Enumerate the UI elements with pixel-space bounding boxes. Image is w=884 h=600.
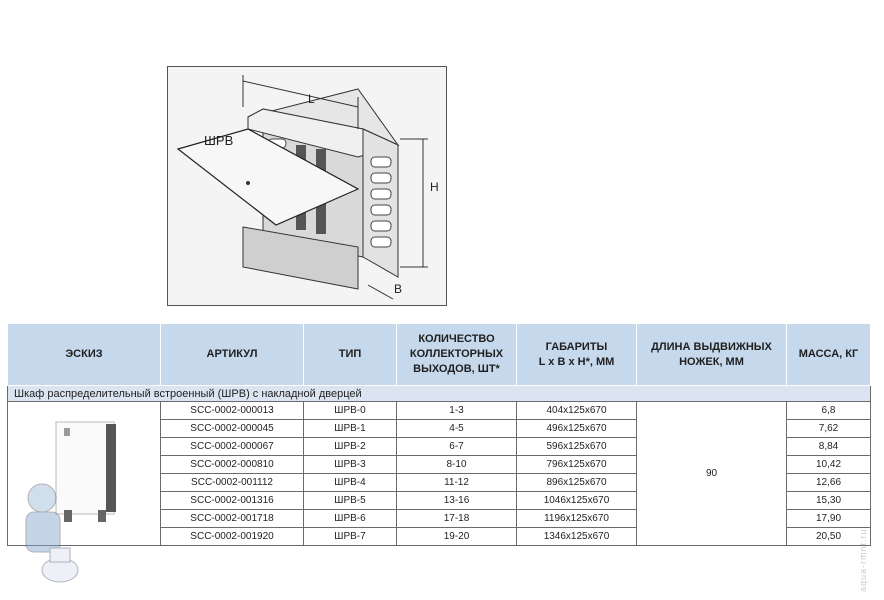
- section-row: [8, 386, 871, 402]
- row2-type: ШРВ-2: [304, 438, 397, 456]
- row0-outputs: 1-3: [397, 402, 517, 420]
- row6-article: SCC-0002-001718: [161, 510, 304, 528]
- row0-dims: 404x125x670: [517, 402, 637, 420]
- row5-mass: 15,30: [787, 492, 871, 510]
- row6-dims: 1196x125x670: [517, 510, 637, 528]
- header-legs: [637, 324, 787, 386]
- dim-L-label: L: [308, 92, 315, 106]
- cabinet-diagram: [167, 66, 447, 306]
- row6-mass: 17,90: [787, 510, 871, 528]
- table-header-row: [8, 324, 871, 386]
- row0-mass: 6,8: [787, 402, 871, 420]
- section-title: Шкаф распределительный встроенный (ШРВ) с накладной дверцей: [8, 386, 871, 402]
- header-dims-line1: ГАБАРИТЫ: [545, 340, 608, 353]
- row5-article: SCC-0002-001316: [161, 492, 304, 510]
- row4-outputs: 11-12: [397, 474, 517, 492]
- plumber-mascot-icon: [12, 480, 82, 590]
- row3-type: ШРВ-3: [304, 456, 397, 474]
- row2-dims: 596x125x670: [517, 438, 637, 456]
- row4-type: ШРВ-4: [304, 474, 397, 492]
- header-outputs-line1: КОЛИЧЕСТВО: [418, 333, 495, 345]
- row3-outputs: 8-10: [397, 456, 517, 474]
- row1-dims: 496x125x670: [517, 420, 637, 438]
- row7-type: ШРВ-7: [304, 528, 397, 546]
- header-outputs-line3: ВЫХОДОВ, ШТ*: [413, 363, 500, 375]
- row3-article: SCC-0002-000810: [161, 456, 304, 474]
- header-dimensions: [517, 324, 637, 386]
- row1-mass: 7,62: [787, 420, 871, 438]
- type-label: ШРВ: [204, 133, 234, 148]
- row4-dims: 896x125x670: [517, 474, 637, 492]
- cabinet-drawing: [168, 67, 446, 305]
- header-sketch: ЭСКИЗ: [8, 324, 161, 386]
- row5-type: ШРВ-5: [304, 492, 397, 510]
- row7-outputs: 19-20: [397, 528, 517, 546]
- header-legs-line2: НОЖЕК, ММ: [679, 355, 744, 368]
- dim-B-label: B: [394, 282, 403, 296]
- row3-mass: 10,42: [787, 456, 871, 474]
- row6-outputs: 17-18: [397, 510, 517, 528]
- row7-dims: 1346x125x670: [517, 528, 637, 546]
- spec-table: [7, 323, 871, 546]
- row0-type: ШРВ-0: [304, 402, 397, 420]
- row0-article: SCC-0002-000013: [161, 402, 304, 420]
- row2-article: SCC-0002-000067: [161, 438, 304, 456]
- row4-mass: 12,66: [787, 474, 871, 492]
- header-type: ТИП: [304, 324, 397, 386]
- header-mass: МАССА, КГ: [787, 324, 871, 386]
- legs-cell: 90: [637, 402, 787, 546]
- table-row: [8, 402, 871, 420]
- row7-article: SCC-0002-001920: [161, 528, 304, 546]
- row1-article: SCC-0002-000045: [161, 420, 304, 438]
- row7-mass: 20,50: [787, 528, 871, 546]
- row2-outputs: 6-7: [397, 438, 517, 456]
- row2-mass: 8,84: [787, 438, 871, 456]
- header-dims-line2: L x B x H*, ММ: [538, 355, 615, 368]
- row1-type: ШРВ-1: [304, 420, 397, 438]
- dim-H-label: H: [430, 180, 439, 194]
- watermark: aqua-rmnt.ru: [858, 528, 868, 592]
- row5-dims: 1046x125x670: [517, 492, 637, 510]
- row5-outputs: 13-16: [397, 492, 517, 510]
- header-outputs-line2: КОЛЛЕКТОРНЫХ: [409, 348, 504, 360]
- header-article: АРТИКУЛ: [161, 324, 304, 386]
- row4-article: SCC-0002-001112: [161, 474, 304, 492]
- header-legs-line1: ДЛИНА ВЫДВИЖНЫХ: [651, 340, 772, 353]
- header-outputs: [397, 324, 517, 386]
- row6-type: ШРВ-6: [304, 510, 397, 528]
- row3-dims: 796x125x670: [517, 456, 637, 474]
- row1-outputs: 4-5: [397, 420, 517, 438]
